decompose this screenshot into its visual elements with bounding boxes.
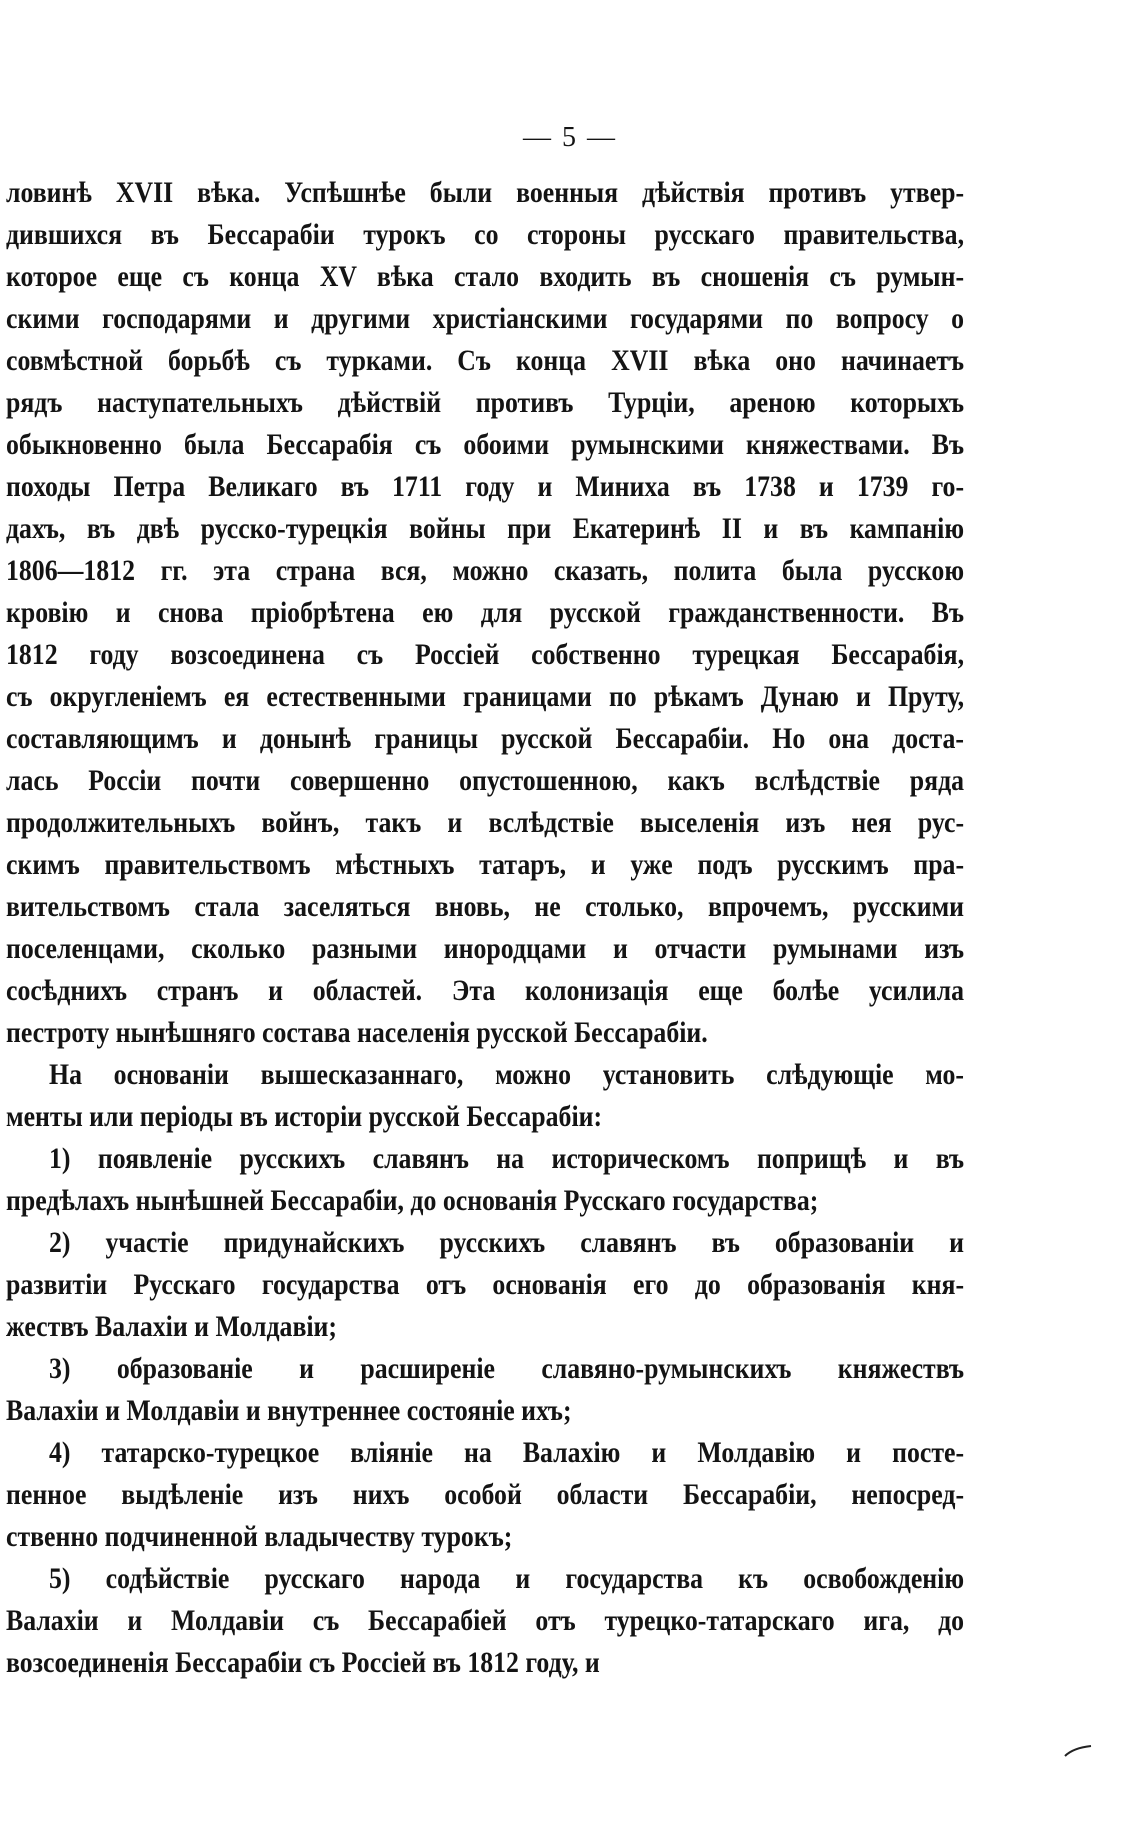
text-line: пенное выдѣленіе изъ нихъ особой области Бессарабіи, непосред-	[6, 1478, 965, 1511]
text-line: обыкновенно была Бессарабія съ обоими румынскими княжествами. Въ	[6, 428, 965, 461]
text-line: съ округленіемъ ея естественными границами по рѣкамъ Дунаю и Пруту,	[6, 680, 965, 713]
text-line: менты или періоды въ исторіи русской Бессарабіи:	[6, 1100, 603, 1133]
pen-mark-icon	[1063, 1745, 1093, 1757]
text-line: 3) образованіе и расширеніе славяно-румынскихъ княжествъ	[49, 1352, 965, 1385]
text-line: продолжительныхъ войнъ, такъ и вслѣдствіе выселенія изъ нея рус-	[6, 806, 965, 839]
text-line: походы Петра Великаго въ 1711 году и Миниха въ 1738 и 1739 го-	[6, 470, 965, 503]
text-line: поселенцами, сколько разными инородцами и отчасти румынами изъ	[6, 932, 965, 965]
text-line: сосѣднихъ странъ и областей. Эта колонизація еще болѣе усилила	[6, 974, 965, 1007]
text-line: ственно подчиненной владычеству турокъ;	[6, 1520, 513, 1553]
text-line: 1806—1812 гг. эта страна вся, можно сказать, полита была русскою	[6, 554, 965, 587]
text-line: совмѣстной борьбѣ съ турками. Съ конца XVII вѣка оно начинаетъ	[6, 344, 965, 377]
text-line: дахъ, въ двѣ русско-турецкія войны при Екатеринѣ II и въ кампанію	[6, 512, 965, 545]
text-line: На основаніи вышесказаннаго, можно установить слѣдующіе мо-	[49, 1058, 965, 1091]
text-line: Валахіи и Молдавіи и внутреннее состояніе ихъ;	[6, 1394, 572, 1427]
page-number: — 5 —	[523, 122, 617, 153]
body-text	[6, 172, 964, 1684]
text-line: скими господарями и другими христіанскими государями по вопросу о	[6, 302, 965, 335]
text-line: 5) содѣйствіе русскаго народа и государства къ освобожденію	[49, 1562, 965, 1595]
text-line: вительствомъ стала заселяться вновь, не столько, впрочемъ, русскими	[6, 890, 965, 923]
text-line: ловинѣ XVII вѣка. Успѣшнѣе были военныя дѣйствія противъ утвер-	[6, 176, 965, 209]
text-line: пестроту нынѣшняго состава населенія русской Бессарабіи.	[6, 1016, 708, 1049]
text-line: кровію и снова пріобрѣтена ею для русской гражданственности. Въ	[6, 596, 965, 629]
text-line: дившихся въ Бессарабіи турокъ со стороны русскаго правительства,	[6, 218, 965, 251]
text-line: скимъ правительствомъ мѣстныхъ татаръ, и уже подъ русскимъ пра-	[6, 848, 965, 881]
text-line: предѣлахъ нынѣшней Бессарабіи, до основанія Русскаго государства;	[6, 1184, 819, 1217]
text-line: жествъ Валахіи и Молдавіи;	[6, 1310, 338, 1343]
text-line: которое еще съ конца XV вѣка стало входить въ сношенія съ румын-	[6, 260, 965, 293]
text-line: 4) татарско-турецкое вліяніе на Валахію и Молдавію и посте-	[49, 1436, 965, 1469]
text-line: 1) появленіе русскихъ славянъ на историческомъ поприщѣ и въ	[49, 1142, 965, 1175]
text-line: 1812 году возсоединена съ Россіей собственно турецкая Бессарабія,	[6, 638, 965, 671]
text-line: лась Россіи почти совершенно опустошенною, какъ вслѣдствіе ряда	[6, 764, 965, 797]
text-line: Валахіи и Молдавіи съ Бессарабіей отъ турецко-татарскаго ига, до	[6, 1604, 965, 1637]
text-line: рядъ наступательныхъ дѣйствій противъ Турціи, ареною которыхъ	[6, 386, 965, 419]
text-line: возсоединенія Бессарабіи съ Россіей въ 1812 году, и	[6, 1646, 600, 1679]
text-line: развитіи Русскаго государства отъ основанія его до образованія кня-	[6, 1268, 965, 1301]
text-line: 2) участіе придунайскихъ русскихъ славянъ въ образованіи и	[49, 1226, 965, 1259]
text-line: составляющимъ и донынѣ границы русской Бессарабіи. Но она доста-	[6, 722, 965, 755]
